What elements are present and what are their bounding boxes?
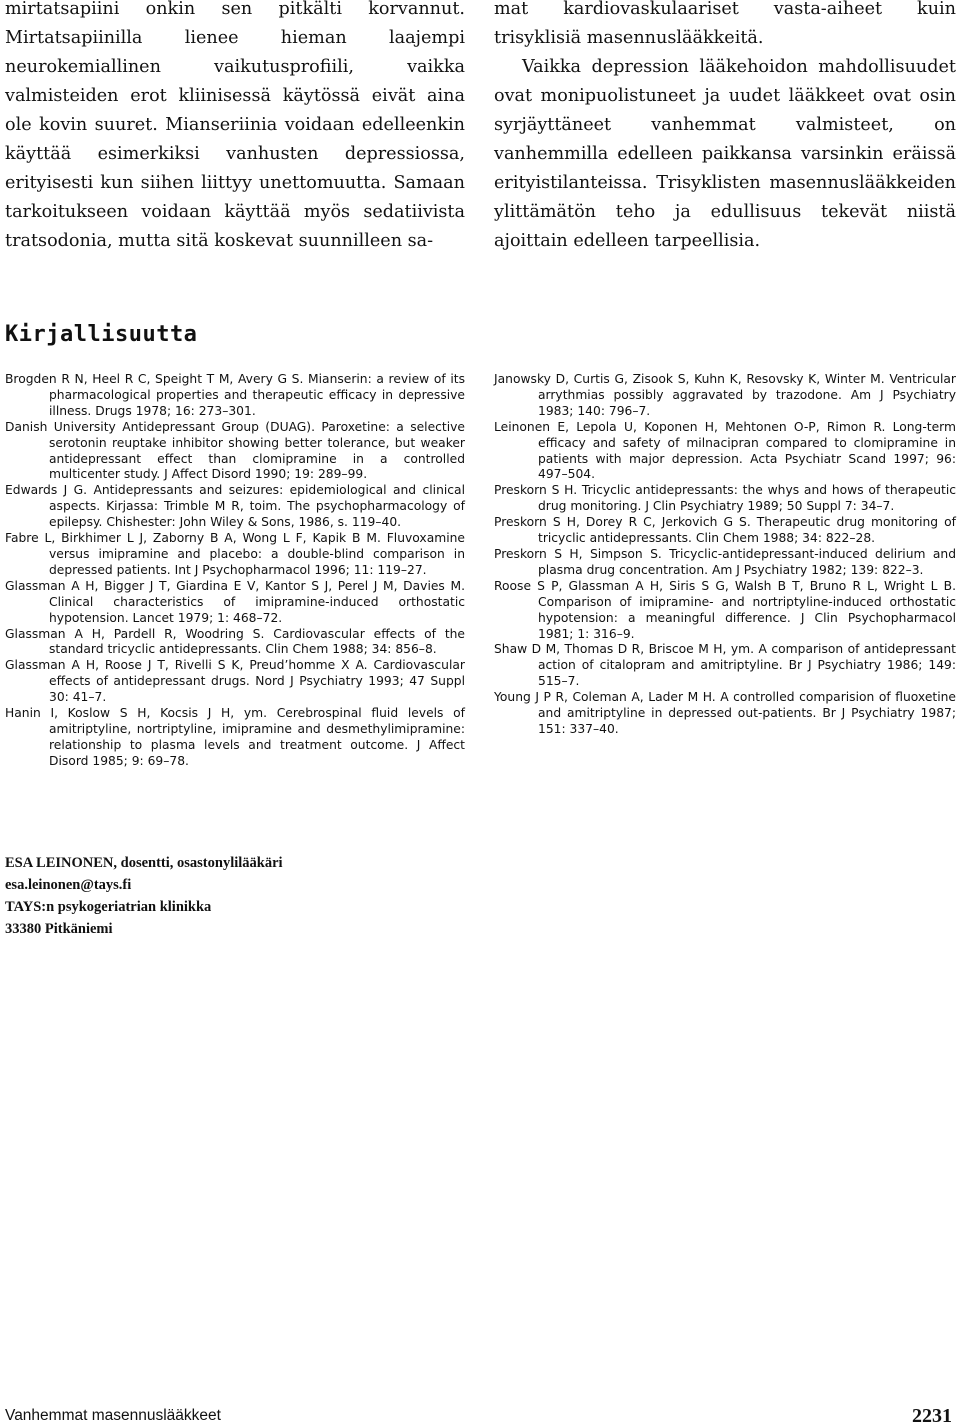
reference-item: Young J P R, Coleman A, Lader M H. A controlled comparision of fluoxetine and amitriptyline in depressed out-patients. Br J Psychiatry 1987; 151: 337–40. (494, 690, 956, 736)
reference-item: Glassman A H, Pardell R, Woodring S. Cardiovascular effects of the standard tricyclic antidepressants. Clin Chem 1988; 34: 856–8. (5, 626, 465, 657)
references-heading: Kirjallisuutta (5, 322, 198, 347)
author-institution: TAYS:n psykogeriatrian klinikka (5, 899, 212, 915)
reference-item: Edwards J G. Antidepressants and seizures: epidemiological and clinical aspects. Kirjassa: Trimble M R, toim. The psychopharmacology of epilepsy. Chishester: John Wiley & Sons, 1986, s. 119–40. (5, 483, 465, 530)
body-paragraph: Vaikka depression lääkehoidon mahdollisuudet ovat monipuolistuneet ja uudet lääkkeet ovat osin syrjäyttäneet vanhemmat valmisteet, on vanhemmilla edelleen paikkansa varsinkin eräissä erityistilanteissa. Trisyklisten masennuslääkkeiden ylittämätön teho ja edullisuus tekevät niistä ajoittain edelleen tarpeellisia. (494, 57, 956, 251)
reference-item: Preskorn S H, Simpson S. Tricyclic-antidepressant-induced delirium and plasma drug concentration. Am J Psychiatry 1982; 139: 822–3. (494, 546, 956, 577)
author-name: ESA LEINONEN, dosentti, osastonylilääkäri (5, 855, 283, 871)
body-paragraph: mat kardiovaskulaariset vasta-aiheet kuin trisyklisiä masennuslääkkeitä. (494, 0, 956, 48)
author-info (5, 852, 283, 940)
reference-item: Leinonen E, Lepola U, Koponen H, Mehtonen O-P, Rimon R. Long-term efficacy and safety of milnacipran compared to clomipramine in patients with major depression. Acta Psychiatr Scand 1997; 96: 497–504. (494, 419, 956, 482)
references-right-column (494, 372, 956, 738)
reference-item: Glassman A H, Bigger J T, Giardina E V, Kantor S J, Perel J M, Davies M. Clinical characteristics of imipramine-induced orthostatic hypotension. Lancet 1979; 1: 468–72. (5, 578, 465, 625)
reference-item: Brogden R N, Heel R C, Speight T M, Avery G S. Mianserin: a review of its pharmacological properties and therapeutic efficacy in depressive illness. Drugs 1978; 16: 273–301. (5, 372, 465, 418)
reference-item: Danish University Antidepressant Group (DUAG). Paroxetine: a selective serotonin reuptake inhibitor showing better tolerance, but weaker antidepressant effect than clomipramine in a controlled multicenter study. J Affect Disord 1990; 19: 289–99. (5, 419, 465, 482)
reference-item: Hanin I, Koslow S H, Kocsis J H, ym. Cerebrospinal fluid levels of amitriptyline, nortriptyline, imipramine and desmethylimipramine: relationship to plasma levels and treatment outcome. J Affect Disord 1985; 9: 69–78. (5, 706, 465, 768)
body-paragraph: mirtatsapiini onkin sen pitkälti korvannut. Mirtatsapiinilla lienee hieman laajempi neurokemiallinen vaikutusprofiili, vaikka valmisteiden erot kliinisessä käytössä eivät aina ole kovin suuret. Mianseriinia voidaan edelleenkin käyttää esimerkiksi vanhusten depressiossa, erityisesti kun siihen liittyy unettomuutta. Samaan tarkoitukseen voidaan käyttää myös sedatiivista tratsodonia, mutta sitä koskevat suunnilleen sa- (5, 0, 465, 251)
author-email: esa.leinonen@tays.fi (5, 877, 132, 893)
reference-item: Preskorn S H. Tricyclic antidepressants: the whys and hows of therapeutic drug monitoring. J Clin Psychiatry 1989; 50 Suppl 7: 34–7. (494, 483, 956, 514)
reference-item: Fabre L, Birkhimer L J, Zaborny B A, Wong L F, Kapik B M. Fluvoxamine versus imipramine and placebo: a double-blind comparison in depressed patients. Int J Psychopharmacol 1996; 11: 119–27. (5, 531, 465, 577)
body-right-column (494, 0, 956, 256)
reference-item: Preskorn S H, Dorey R C, Jerkovich G S. Therapeutic drug monitoring of tricyclic antidepressants. Clin Chem 1988; 34: 822–28. (494, 515, 956, 546)
references-left-column (5, 372, 465, 770)
reference-item: Shaw D M, Thomas D R, Briscoe M H, ym. A comparison of antidepressant action of citalopram and amitriptyline. Br J Psychiatry 1986; 149: 515–7. (494, 642, 956, 689)
body-left-column (5, 0, 465, 256)
reference-item: Roose S P, Glassman A H, Siris S G, Walsh B T, Bruno R L, Wright L B. Comparison of imipramine- and nortriptyline-induced orthostatic hypotension: a meaningful difference. J Clin Psychopharmacol 1981; 1: 316–9. (494, 578, 956, 641)
running-title: Vanhemmat masennuslääkkeet (5, 1407, 221, 1424)
author-address: 33380 Pitkäniemi (5, 921, 113, 937)
reference-item: Glassman A H, Roose J T, Rivelli S K, Preud’homme X A. Cardiovascular effects of antidepressant drugs. Nord J Psychiatry 1993; 47 Suppl 30: 41–7. (5, 658, 465, 705)
page-number: 2231 (912, 1405, 952, 1427)
reference-item: Janowsky D, Curtis G, Zisook S, Kuhn K, Resovsky K, Winter M. Ventricular arrythmias possibly aggravated by trazodone. Am J Psychiatry 1983; 140: 796–7. (494, 372, 956, 418)
